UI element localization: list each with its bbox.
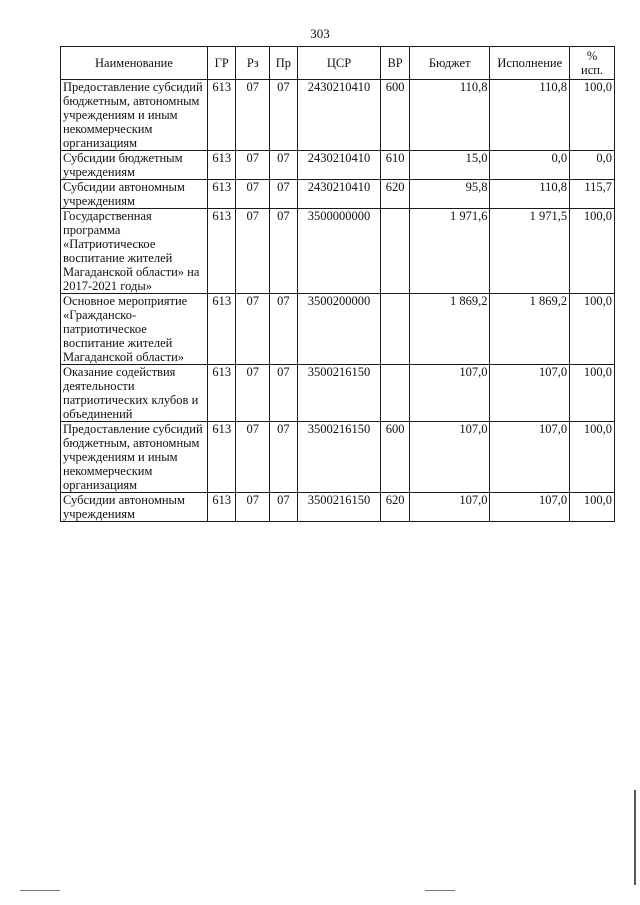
row-execution: 110,8 — [490, 180, 570, 209]
row-budget: 95,8 — [409, 180, 490, 209]
header-vr: ВР — [381, 47, 410, 80]
row-name: Субсидии автономным учреждениям — [61, 493, 208, 522]
row-csr: 3500200000 — [297, 294, 381, 365]
row-budget: 1 869,2 — [409, 294, 490, 365]
scan-edge-mark — [20, 890, 60, 891]
table-row — [61, 151, 615, 180]
row-execution: 1 869,2 — [490, 294, 570, 365]
header-percent-sign: % — [586, 49, 598, 63]
header-budget: Бюджет — [409, 47, 490, 80]
row-vr: 600 — [381, 422, 410, 493]
header-percent — [570, 47, 615, 80]
row-budget: 15,0 — [409, 151, 490, 180]
row-vr: 620 — [381, 493, 410, 522]
table-row — [61, 80, 615, 151]
row-csr: 2430210410 — [297, 180, 381, 209]
row-rz: 07 — [236, 422, 270, 493]
row-csr: 3500216150 — [297, 365, 381, 422]
table-row — [61, 180, 615, 209]
row-execution: 107,0 — [490, 493, 570, 522]
table-row — [61, 209, 615, 294]
scan-edge-mark — [425, 890, 455, 891]
row-rz: 07 — [236, 180, 270, 209]
row-pr: 07 — [270, 80, 298, 151]
row-percent: 100,0 — [570, 80, 615, 151]
row-gr: 613 — [207, 294, 236, 365]
row-gr: 613 — [207, 209, 236, 294]
row-pr: 07 — [270, 294, 298, 365]
scan-edge-mark — [634, 790, 636, 885]
row-budget: 107,0 — [409, 422, 490, 493]
row-percent: 115,7 — [570, 180, 615, 209]
row-pr: 07 — [270, 209, 298, 294]
row-vr — [381, 209, 410, 294]
row-name: Оказание содействия деятельности патриотических клубов и объединений — [61, 365, 208, 422]
row-execution: 110,8 — [490, 80, 570, 151]
row-percent: 100,0 — [570, 209, 615, 294]
header-percent-label: исп. — [581, 63, 604, 77]
row-percent: 100,0 — [570, 493, 615, 522]
row-name: Предоставление субсидий бюджетным, автономным учреждениям и иным некоммерческим организациям — [61, 422, 208, 493]
row-budget: 1 971,6 — [409, 209, 490, 294]
row-name: Субсидии бюджетным учреждениям — [61, 151, 208, 180]
row-rz: 07 — [236, 209, 270, 294]
row-percent: 100,0 — [570, 365, 615, 422]
row-csr: 2430210410 — [297, 80, 381, 151]
table-row — [61, 294, 615, 365]
row-rz: 07 — [236, 493, 270, 522]
header-rz: Рз — [236, 47, 270, 80]
row-csr: 3500000000 — [297, 209, 381, 294]
row-budget: 110,8 — [409, 80, 490, 151]
row-gr: 613 — [207, 180, 236, 209]
row-vr — [381, 365, 410, 422]
row-execution: 107,0 — [490, 422, 570, 493]
header-gr: ГР — [207, 47, 236, 80]
row-gr: 613 — [207, 422, 236, 493]
row-rz: 07 — [236, 80, 270, 151]
budget-table — [60, 46, 615, 522]
row-rz: 07 — [236, 294, 270, 365]
row-csr: 3500216150 — [297, 493, 381, 522]
row-pr: 07 — [270, 365, 298, 422]
row-execution: 1 971,5 — [490, 209, 570, 294]
row-pr: 07 — [270, 493, 298, 522]
row-execution: 107,0 — [490, 365, 570, 422]
row-percent: 100,0 — [570, 294, 615, 365]
row-name: Государственная программа «Патриотическое воспитание жителей Магаданской области» на 2017-2021 годы» — [61, 209, 208, 294]
header-execution: Исполнение — [490, 47, 570, 80]
row-rz: 07 — [236, 365, 270, 422]
row-pr: 07 — [270, 151, 298, 180]
row-vr — [381, 294, 410, 365]
row-vr: 610 — [381, 151, 410, 180]
row-vr: 620 — [381, 180, 410, 209]
row-percent: 0,0 — [570, 151, 615, 180]
row-csr: 3500216150 — [297, 422, 381, 493]
row-name: Субсидии автономным учреждениям — [61, 180, 208, 209]
row-budget: 107,0 — [409, 365, 490, 422]
row-gr: 613 — [207, 151, 236, 180]
row-pr: 07 — [270, 180, 298, 209]
row-gr: 613 — [207, 80, 236, 151]
table-row — [61, 422, 615, 493]
row-execution: 0,0 — [490, 151, 570, 180]
page-number: 303 — [310, 26, 330, 41]
header-name: Наименование — [61, 47, 208, 80]
row-budget: 107,0 — [409, 493, 490, 522]
row-name: Предоставление субсидий бюджетным, автономным учреждениям и иным некоммерческим организациям — [61, 80, 208, 151]
row-percent: 100,0 — [570, 422, 615, 493]
row-gr: 613 — [207, 493, 236, 522]
row-rz: 07 — [236, 151, 270, 180]
row-csr: 2430210410 — [297, 151, 381, 180]
row-vr: 600 — [381, 80, 410, 151]
header-pr: Пр — [270, 47, 298, 80]
table-row — [61, 365, 615, 422]
row-name: Основное мероприятие «Гражданско-патриотическое воспитание жителей Магаданской области» — [61, 294, 208, 365]
row-gr: 613 — [207, 365, 236, 422]
table-row — [61, 493, 615, 522]
table-header-row — [61, 47, 615, 80]
row-pr: 07 — [270, 422, 298, 493]
header-csr: ЦСР — [297, 47, 381, 80]
